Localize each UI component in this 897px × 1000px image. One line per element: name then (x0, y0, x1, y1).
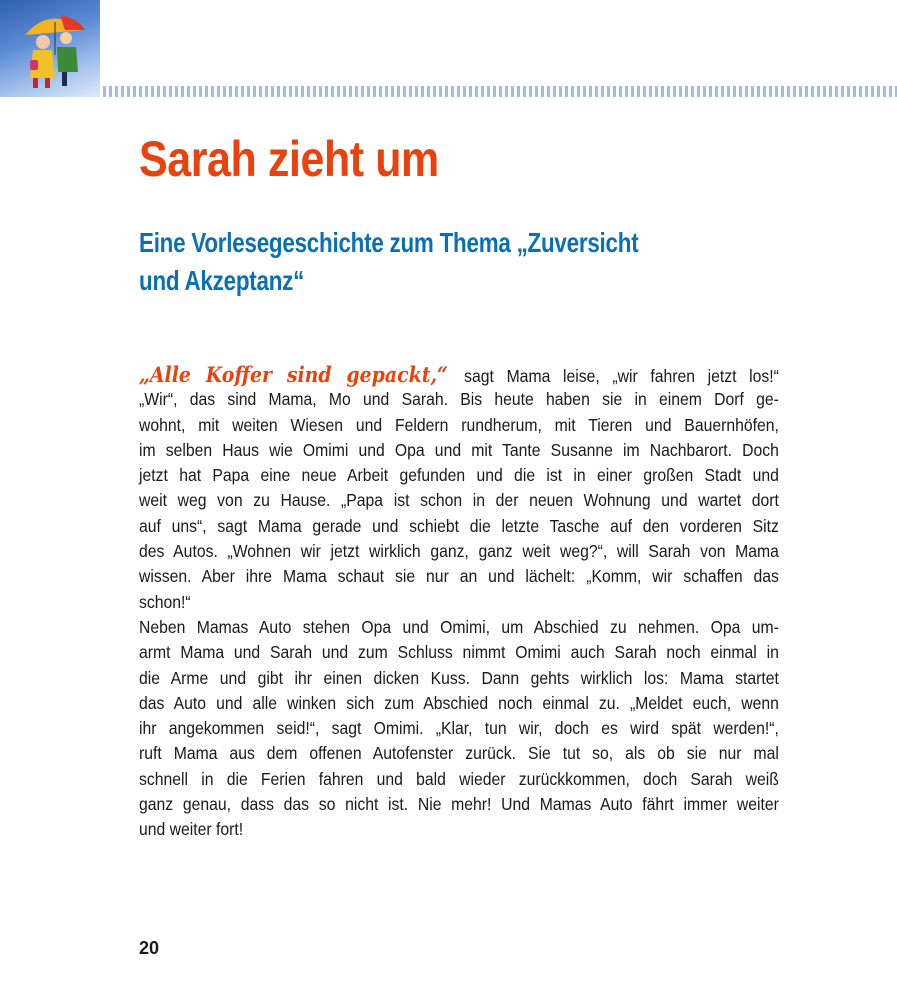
story-line: „Wir“, das sind Mama, Mo und Sarah. Bis heute haben sie in einem Dorf ge- (139, 389, 779, 410)
story-text (139, 362, 779, 843)
header-illustration (0, 0, 100, 97)
header-stripe-bar (103, 86, 897, 97)
children-umbrella-icon (0, 0, 100, 97)
story-line: im selben Haus wie Omimi und Opa und mit Tante Susanne im Nachbarort. Doch (139, 439, 779, 460)
story-line: wissen. Aber ihre Mama schaut sie nur an und lächelt: „Komm, wir schaffen das (139, 566, 779, 587)
page-number: 20 (139, 938, 160, 958)
subtitle-line: und Akzeptanz“ (139, 265, 305, 296)
story-line: schon!“ (139, 591, 191, 612)
subtitle-line: Eine Vorlesegeschichte zum Thema „Zuversicht (139, 227, 639, 258)
story-line: Neben Mamas Auto stehen Opa und Omimi, um Abschied zu nehmen. Opa um- (139, 616, 779, 637)
subtitle (139, 224, 638, 300)
story-line: des Autos. „Wohnen wir jetzt wirklich ganz, ganz weit weg?“, will Sarah von Mama (139, 541, 779, 562)
story-line: ihr angekommen seid!“, sagt Omimi. „Klar, tun wir, doch es wird spät werden!“, (139, 718, 779, 739)
story-line: die Arme und gibt ihr einen dicken Kuss. Dann gehts wirklich los: Mama startet (139, 667, 779, 688)
story-first-line-rest: sagt Mama leise, „wir fahren jetzt los!“ (464, 366, 779, 386)
page-title: Sarah zieht um (139, 131, 439, 187)
story-line: ganz genau, dass das so nicht ist. Nie mehr! Und Mamas Auto fährt immer weiter (139, 794, 779, 815)
story-first-line (139, 362, 779, 387)
story-line: und weiter fort! (139, 819, 244, 840)
story-line: jetzt hat Papa eine neue Arbeit gefunden und die ist in einer großen Stadt und (139, 465, 779, 486)
story-line: auf uns“, sagt Mama gerade und schiebt die letzte Tasche auf den vorderen Sitz (139, 515, 779, 536)
story-line: weit weg von zu Hause. „Papa ist schon in der neuen Wohnung und wartet dort (139, 490, 779, 511)
story-line: wohnt, mit weiten Wiesen und Feldern rundherum, mit Tieren und Bauernhöfen, (139, 414, 779, 435)
story-line: ruft Mama aus dem offenen Autofenster zurück. Sie tut so, als ob sie nur mal (139, 743, 779, 764)
story-line: das Auto und alle winken sich zum Abschied noch einmal zu. „Meldet euch, wenn (139, 692, 779, 713)
story-line: armt Mama und Sarah und zum Schluss nimmt Omimi auch Sarah noch einmal in (139, 642, 779, 663)
story-lead-quote: „Alle Koffer sind gepackt,“ (139, 362, 448, 387)
story-line: schnell in die Ferien fahren und bald wieder zurückkommen, doch Sarah weiß (139, 768, 779, 789)
